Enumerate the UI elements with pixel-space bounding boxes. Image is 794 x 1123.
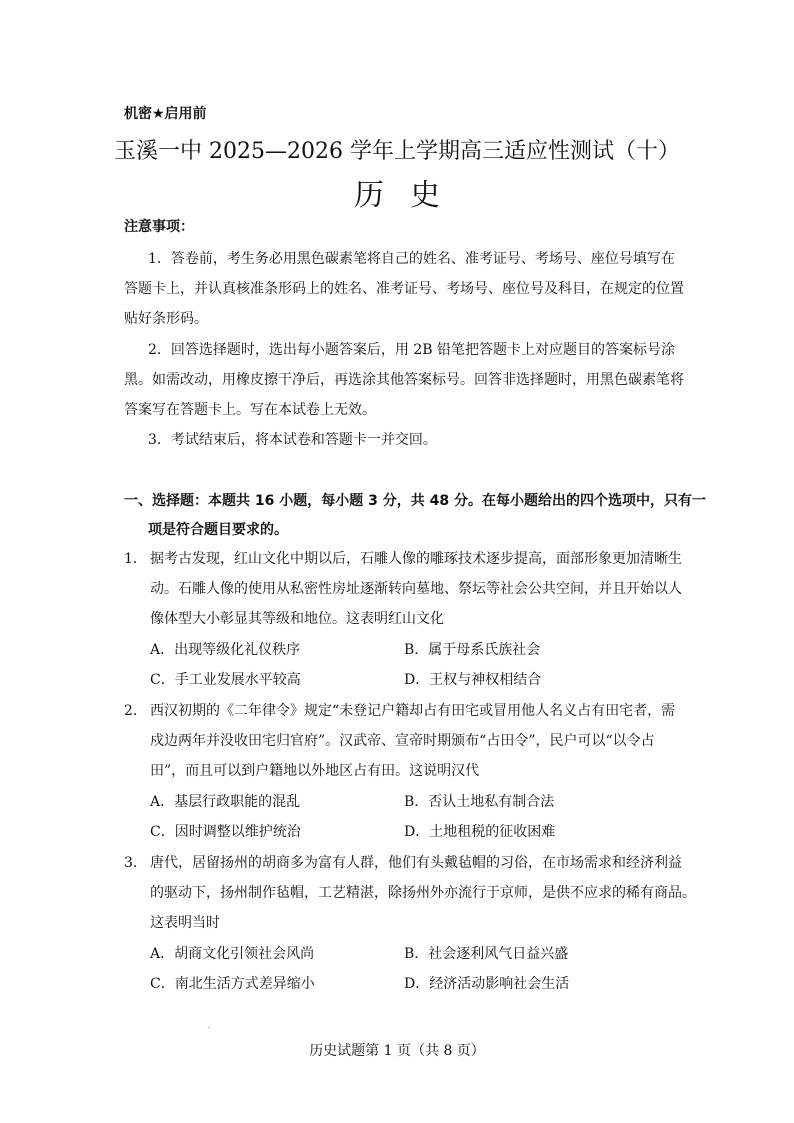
question-stem: 像体型大小彰显其等级和地位。这表明红山文化 [150,611,444,627]
notes-heading: 注意事项： [124,219,194,235]
option-c: C．南北生活方式差异缩小 [150,976,315,992]
question-stem: 唐代，居留扬州的胡商多为富有人群，他们有头戴毡帽的习俗，在市场需求和经济利益 [150,855,682,871]
question-number: 2． [124,703,147,719]
page-footer: 历史试题第 1 页（共 8 页） [309,1043,485,1059]
option-d: D．王权与神权相结合 [404,672,542,688]
question-stem: 戍边两年并没收田宅归官府”。汉武帝、宣帝时期颁布“占田令”，民户可以“以令占 [150,733,655,749]
option-b: B．属于母系氏族社会 [404,642,541,658]
notes-line: 答案写在答题卡上。写在本试卷上无效。 [124,402,376,418]
option-a: A．出现等级化礼仪秩序 [150,642,301,658]
notes-line: 3．考试结束后，将本试卷和答题卡一并交回。 [148,432,437,448]
question-number: 3． [124,855,147,871]
subject-title: 历史 [354,178,466,213]
notes-line: 答题卡上，并认真核准条形码上的姓名、准考证号、考场号、座位号及科目，在规定的位置 [124,281,684,297]
question-stem: 的驱动下，扬州制作毡帽，工艺精湛，除扬州外亦流行于京师，是供不应求的稀有商品。 [150,885,696,901]
confidential-mark: 机密★启用前 [124,106,207,122]
question-stem: 动。石雕人像的使用从私密性房址逐渐转向墓地、祭坛等社会公共空间，并且开始以人 [150,581,682,597]
notes-line: 贴好条形码。 [124,311,208,327]
option-d: D．经济活动影响社会生活 [404,976,570,992]
exam-title: 玉溪一中 2025—2026 学年上学期高三适应性测试（十） [114,139,680,164]
option-c: C．因时调整以维护统治 [150,824,301,840]
question-stem: 田”，而且可以到户籍地以外地区占有田。这说明汉代 [150,763,480,779]
option-a: A．胡商文化引领社会风尚 [150,946,315,962]
question-number: 1． [124,551,147,567]
section-heading: 一、选择题：本题共 16 小题，每小题 3 分，共 48 分。在每小题给出的四个选项中，只有一 [124,493,706,509]
section-heading-cont: 项是符合题目要求的。 [148,522,288,538]
option-c: C．手工业发展水平较高 [150,672,301,688]
option-a: A．基层行政职能的混乱 [150,794,301,810]
option-b: B．否认土地私有制合法 [404,794,555,810]
stray-dot: . [208,1023,210,1030]
question-stem: 这表明当时 [150,915,220,931]
question-stem: 据考古发现，红山文化中期以后，石雕人像的雕琢技术逐步提高，面部形象更加清晰生 [150,551,682,567]
option-b: B．社会逐利风气日益兴盛 [404,946,569,962]
notes-line: 2．回答选择题时，选出每小题答案后，用 2B 铅笔把答题卡上对应题目的答案标号涂 [148,342,676,358]
option-d: D．土地租税的征收困难 [404,824,556,840]
question-stem: 西汉初期的《二年律令》规定“未登记户籍却占有田宅或冒用他人名义占有田宅者，需 [150,703,676,719]
notes-line: 1．答卷前，考生务必用黑色碳素笔将自己的姓名、准考证号、考场号、座位号填写在 [148,251,675,267]
notes-line: 黑。如需改动，用橡皮擦干净后，再选涂其他答案标号。回答非选择题时，用黑色碳素笔将 [124,372,684,388]
